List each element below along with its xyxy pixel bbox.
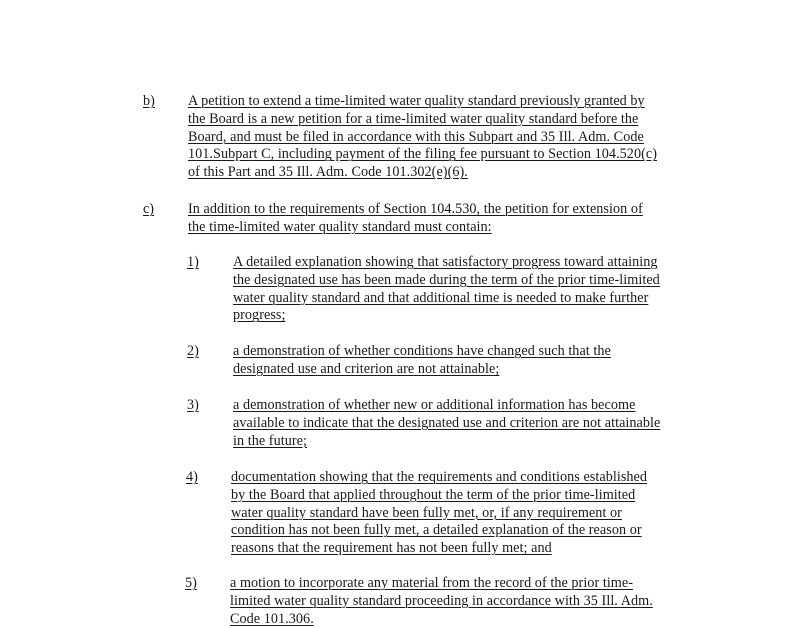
item-3-text: [233, 397, 713, 450]
text-line: water quality standard and that additional time is needed to make further: [233, 289, 649, 306]
text-line: a motion to incorporate any material from the record of the prior time-: [230, 575, 634, 591]
text-line: the Board is a new petition for a time-limited water quality standard before the: [188, 110, 639, 127]
text-line: documentation showing that the requirements and conditions established: [231, 469, 648, 485]
text-line: of this Part and 35 Ill. Adm. Code 101.302(e)(6).: [188, 164, 468, 181]
text-line: available to indicate that the designated use and criterion are not attainable: [233, 414, 661, 431]
text-line: limited water quality standard proceeding in accordance with 35 Ill. Adm.: [230, 592, 653, 609]
text-line: the time-limited water quality standard must contain:: [188, 218, 492, 235]
text-line: Board, and must be filed in accordance with this Subpart and 35 Ill. Adm. Code: [188, 128, 644, 145]
item-1-marker: 1): [187, 254, 199, 270]
section-c-marker: c): [143, 201, 155, 217]
text-line: the designated use has been made during the term of the prior time-limited: [233, 271, 660, 288]
text-line: In addition to the requirements of Section 104.530, the petition for extension of: [188, 201, 643, 217]
text-line: a demonstration of whether new or additional information has become: [233, 397, 636, 413]
text-line: designated use and criterion are not attainable;: [233, 360, 500, 377]
text-line: a demonstration of whether conditions have changed such that the: [233, 343, 611, 359]
item-2-text: [233, 343, 713, 379]
item-4-text: [231, 469, 711, 558]
text-line: in the future;: [233, 432, 307, 449]
section-c-text: [188, 201, 708, 237]
section-b-marker: b): [143, 93, 155, 109]
text-line: by the Board that applied throughout the term of the prior time-limited: [231, 486, 636, 503]
text-line: A detailed explanation showing that satisfactory progress toward attaining: [233, 254, 658, 270]
section-b-text: [188, 93, 708, 182]
item-4-marker: 4): [186, 469, 198, 485]
text-line: progress;: [233, 307, 286, 324]
item-5-text: [230, 575, 710, 628]
item-3-marker: 3): [187, 397, 199, 413]
item-2-marker: 2): [187, 343, 199, 359]
text-line: condition has not been fully met, a detailed explanation of the reason or: [231, 522, 642, 539]
text-line: A petition to extend a time-limited water quality standard previously granted by: [188, 93, 645, 109]
text-line: reasons that the requirement has not been fully met; and: [231, 540, 552, 557]
item-1-text: [233, 254, 713, 325]
text-line: Code 101.306.: [230, 610, 314, 627]
item-5-marker: 5): [185, 575, 197, 591]
text-line: 101.Subpart C, including payment of the filing fee pursuant to Section 104.520(c): [188, 146, 657, 163]
text-line: water quality standard have been fully met, or, if any requirement or: [231, 504, 622, 521]
